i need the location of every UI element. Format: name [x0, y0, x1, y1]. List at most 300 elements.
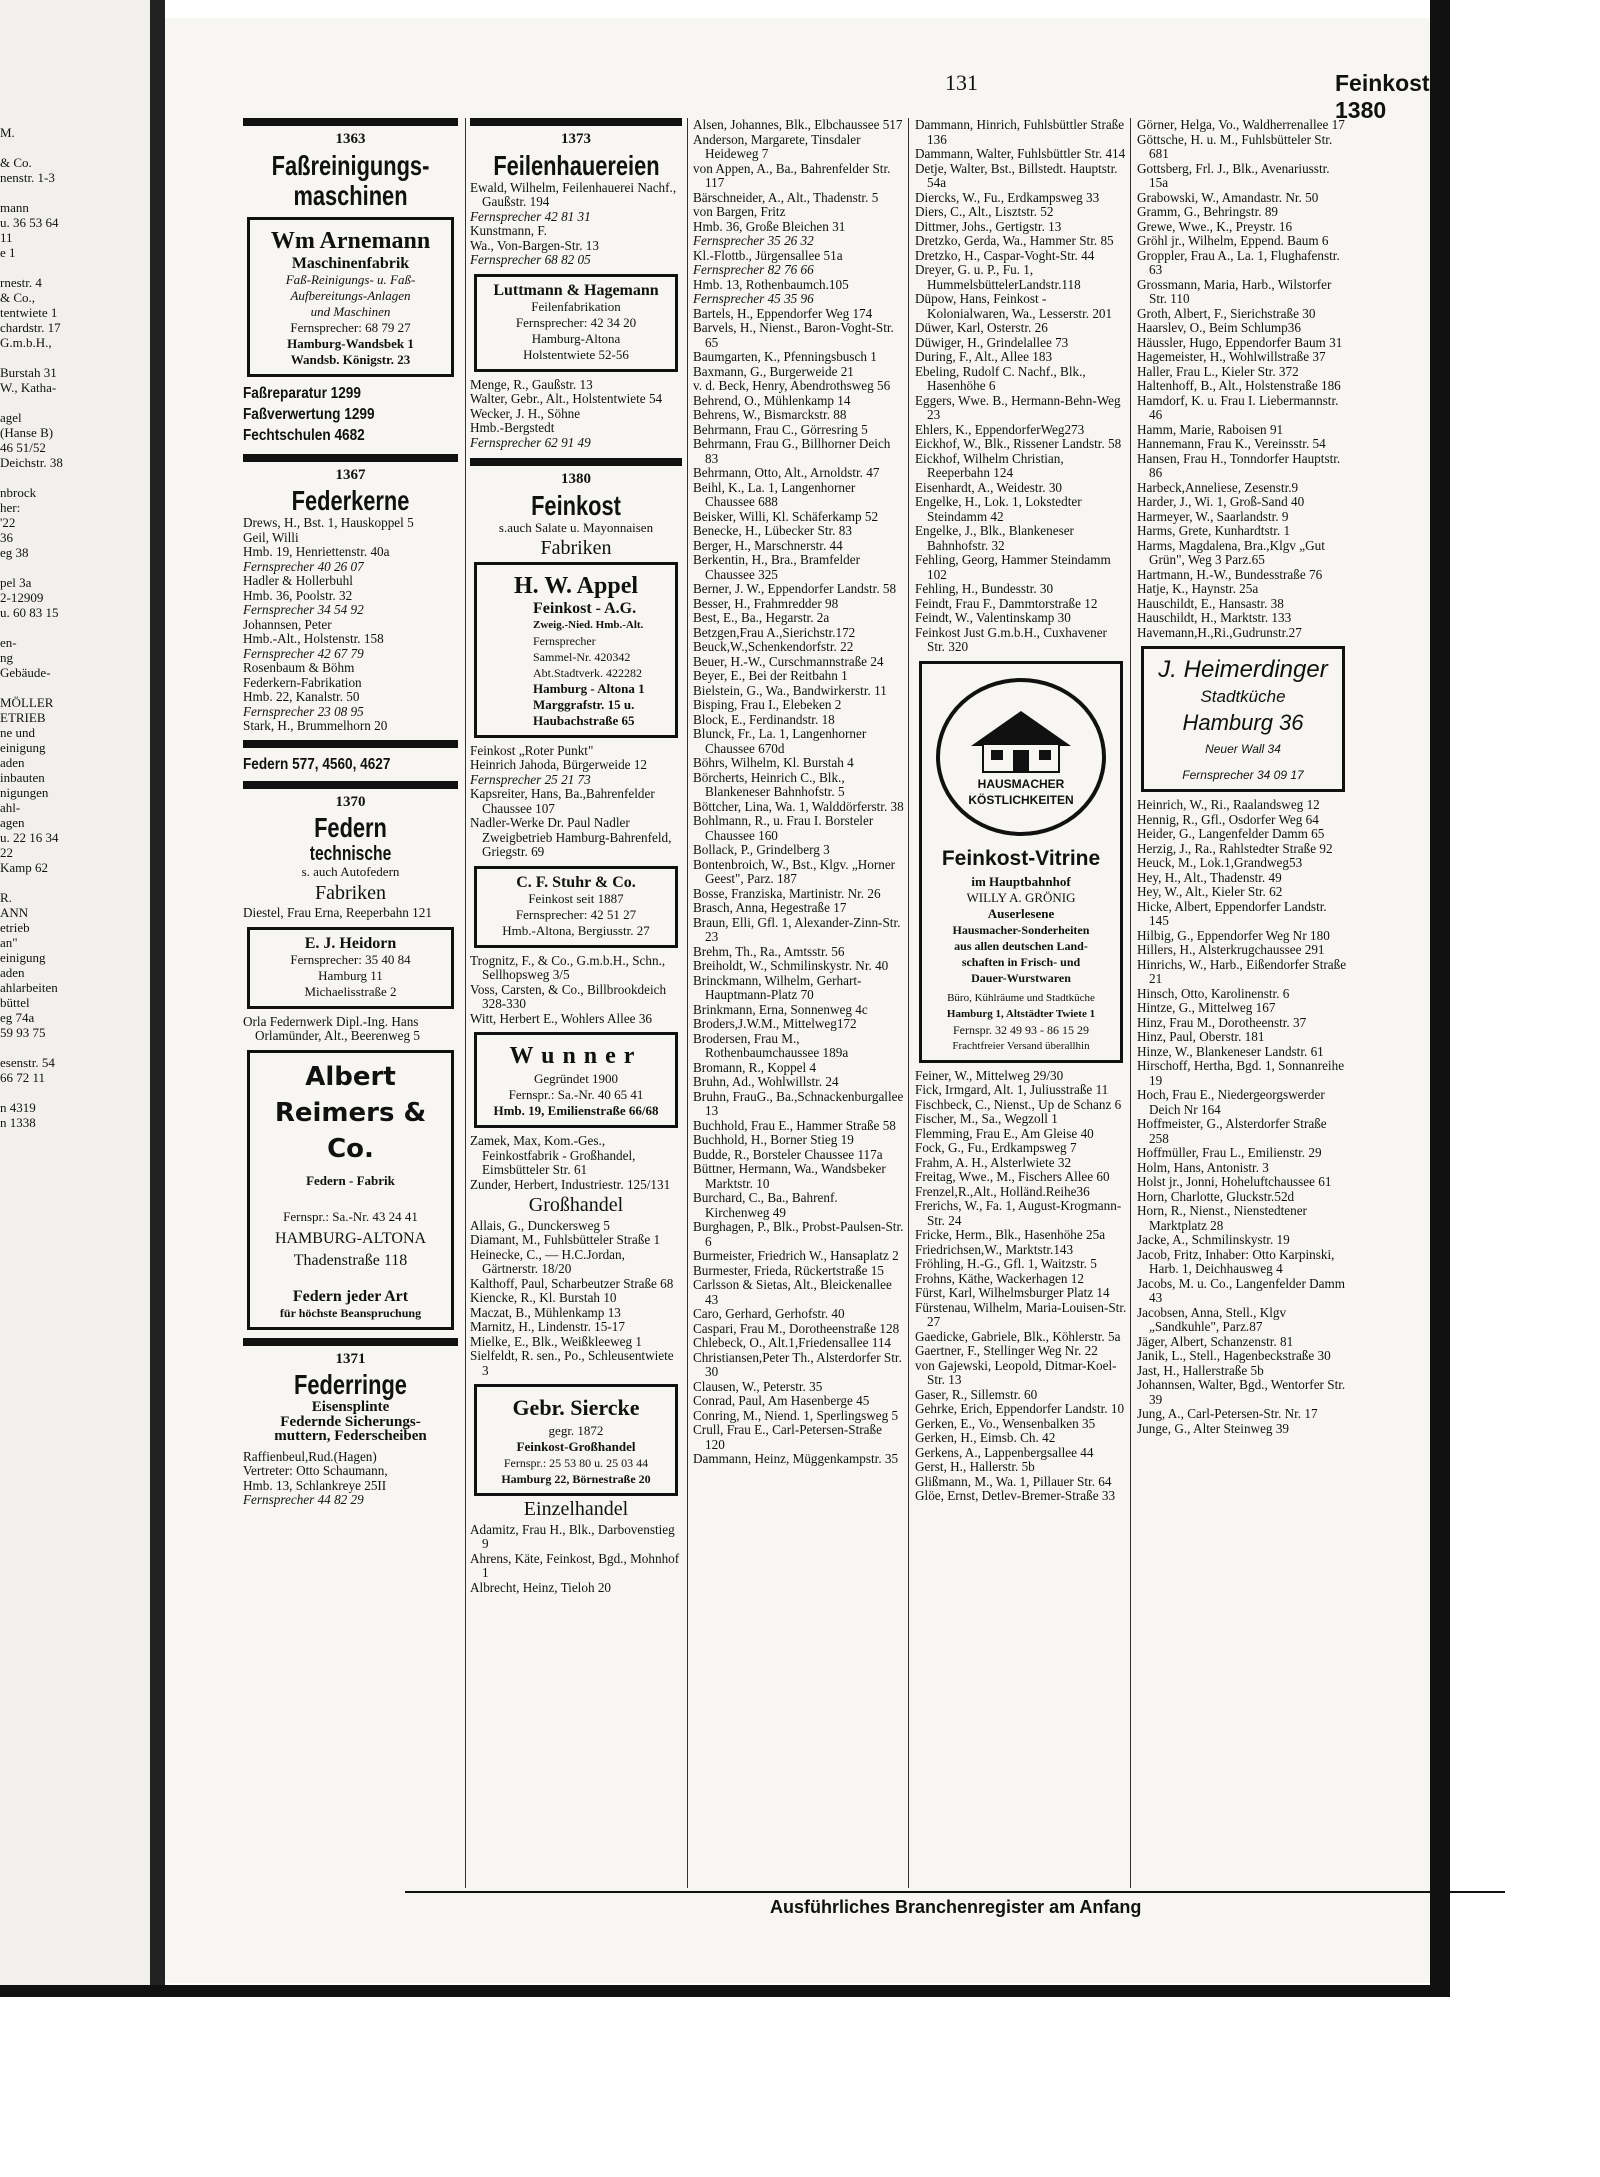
- listing-entry: Jacke, A., Schmilinskystr. 19: [1137, 1232, 1290, 1247]
- scan-edge-bottom: [0, 1985, 1450, 1997]
- listing-entry: Bollack, P., Grindelberg 3: [693, 842, 830, 857]
- ad-company-name: J. Heimerdinger: [1158, 656, 1328, 683]
- listing-entry: Bärschneider, A., Alt., Thadenstr. 5: [693, 189, 879, 205]
- listing-entry: Carlsson & Sietas, Alt., Bleickenallee 43: [693, 1277, 892, 1307]
- listing-entry: Düpow, Hans, Feinkost - Kolonialwaren, Wa., Lesserstr. 201: [915, 291, 1113, 321]
- spine-line: Burstah 31: [0, 365, 57, 380]
- listing-entry: Behrmann, Otto, Alt., Arnoldstr. 47: [693, 465, 880, 480]
- listing-entry: Heinecke, C., — H.C.Jordan, Gärtnerstr. 18/20: [470, 1246, 625, 1276]
- listing-entry: Kunstmann, F.: [470, 223, 547, 238]
- listing-entry: Hoffmeister, G., Alsterdorfer Straße 258: [1137, 1116, 1327, 1146]
- listing-entry: Dammann, Walter, Fuhlsbüttler Str. 414: [915, 146, 1126, 161]
- listing-entry: Beuck,W.,Schenkendorfstr. 22: [693, 639, 854, 654]
- spine-line: inbauten: [0, 770, 45, 785]
- spine-line: 46 51/52: [0, 440, 46, 455]
- listing-entry: Brinckmann, Wilhelm, Gerhart-Hauptmann-Platz 70: [693, 972, 862, 1002]
- listing-entry: During, F., Alt., Allee 183: [915, 349, 1053, 364]
- listing-entry: Eickhof, W., Blk., Rissener Landstr. 58: [915, 436, 1122, 451]
- listing-entry: Feinkost „Roter Punkt": [470, 742, 594, 758]
- column-divider: [1130, 118, 1131, 1888]
- listing-entry: Herzig, J., Ra., Rahlstedter Straße 92: [1137, 840, 1333, 856]
- listing-entry: Fick, Irmgard, Alt. 1, Juliusstraße 11: [915, 1082, 1109, 1097]
- scan-edge-right: [1430, 0, 1450, 1990]
- listing-entry: Friedrichsen,W., Marktstr.143: [915, 1241, 1074, 1257]
- listing-entry: Fernsprecher 45 35 96: [693, 291, 814, 306]
- listing-entry: Frerichs, W., Fa. 1, August-Krogmann-Str. 24: [915, 1198, 1122, 1228]
- listing-entry: Janik, L., Stell., Hagenbeckstraße 30: [1137, 1348, 1331, 1363]
- listing-group: [243, 906, 458, 921]
- spine-line: 11: [0, 230, 13, 245]
- listing-entry: Broders,J.W.M., Mittelweg172: [693, 1016, 857, 1031]
- listing-entry: Diestel, Frau Erna, Reeperbahn 121: [243, 905, 432, 920]
- listing-group: [243, 1450, 458, 1508]
- advertisement-vitrine: HAUSMACHER KÖSTLICHKEITEN Feinkost-Vitrine im Hauptbahnhof WILLY A. GRÖNIG Auserlesene Hausmacher-Sonderheiten aus allen deutschen Land- schaften in Frisch- und Dauer-Wurstwaren Büro, Kühlräume und Stadtküche Hamburg 1, Altstädter Twiete 1 Fernspr. 32 49 93 - 86 15 29 Frachtfreier Versand überallhin: [919, 661, 1123, 1063]
- listing-entry: Crull, Frau E., Carl-Petersen-Straße 120: [693, 1422, 882, 1452]
- listing-entry: Heinrich, W., Ri., Raalandsweg 12: [1137, 797, 1320, 812]
- listing-entry: Dammann, Hinrich, Fuhlsbüttler Straße 136: [915, 117, 1125, 147]
- listing-entry: Hicke, Albert, Eppendorfer Landstr. 145: [1137, 898, 1327, 928]
- listing-entry: Burmester, Frieda, Rückertstraße 15: [693, 1262, 884, 1278]
- listing-group: [1137, 118, 1349, 640]
- listing-entry: v. d. Beck, Henry, Abendrothsweg 56: [693, 378, 891, 393]
- spine-line: [0, 875, 150, 890]
- listing-entry: Haarslev, O., Beim Schlump36: [1137, 320, 1301, 335]
- listing-entry: Fernsprecher 23 08 95: [243, 703, 364, 719]
- listing-entry: Gaertner, F., Stellinger Weg Nr. 22: [915, 1343, 1098, 1358]
- listing-entry: Brodersen, Frau M., Rothenbaumchaussee 189a: [693, 1030, 849, 1060]
- advertisement-heidorn: E. J. Heidorn Fernsprecher: 35 40 84 Hamburg 11 Michaelisstraße 2: [247, 927, 454, 1009]
- listing-entry: Haller, Frau L., Kieler Str. 372: [1137, 363, 1299, 379]
- category-heading: Federringe: [294, 1369, 407, 1400]
- listing-entry: Gerkens, A., Lappenbergsallee 44: [915, 1444, 1094, 1460]
- footer-note: Ausführliches Branchenregister am Anfang: [770, 1897, 1142, 1917]
- listing-entry: Block, E., Ferdinandstr. 18: [693, 711, 835, 727]
- listing-entry: Groth, Albert, F., Sierichstraße 30: [1137, 305, 1316, 321]
- listing-entry: Voss, Carsten, & Co., Billbrookdeich 328-330: [470, 981, 667, 1011]
- listing-entry: Behrmann, Frau C., Görresring 5: [693, 421, 868, 437]
- listing-entry: Eggers, Wwe. B., Hermann-Behn-Weg 23: [915, 392, 1121, 422]
- spine-line: Gebäude-: [0, 665, 51, 680]
- listing-entry: Fernsprecher 25 21 73: [470, 771, 591, 787]
- hausmacher-logo: HAUSMACHER KÖSTLICHKEITEN: [936, 678, 1106, 836]
- listing-entry: Düwiger, H., Grindelallee 73: [915, 334, 1069, 350]
- category-heading: Faßreinigungs-maschinen: [271, 149, 430, 211]
- advertisement-appel: H. W. Appel Feinkost - A.G. Zweig.-Nied. Hmb.-Alt. Fernsprecher Sammel-Nr. 420342 Abt.Stadtverk. 422282 Hamburg - Altona 1 Marggrafstr. 15 u. Haubachstraße 65: [474, 562, 678, 738]
- listing-entry: Fechtschulen 4682: [243, 426, 365, 444]
- listing-entry: Heuck, M., Lok.1,Grandweg53: [1137, 855, 1303, 870]
- listing-entry: Bohlmann, R., u. Frau I. Borsteler Chaussee 160: [693, 813, 874, 843]
- listing-entry: Göttsche, H. u. M., Fuhlsbütteler Str. 681: [1137, 131, 1333, 161]
- listing-entry: Hmb. 13, Rothenbaumch.105: [693, 276, 849, 292]
- listing-entry: von Bargen, Fritz: [693, 204, 786, 219]
- spine-line: büttel: [0, 995, 30, 1010]
- spine-line: u. 60 83 15: [0, 605, 59, 620]
- listing-entry: Rosenbaum & Böhm: [243, 660, 355, 675]
- listing-entry: Horn, R., Nienst., Nienstedtener Marktplatz 28: [1137, 1203, 1307, 1233]
- listing-entry: Grossmann, Maria, Harb., Wilstorfer Str. 110: [1137, 276, 1332, 306]
- listing-entry: Menge, R., Gaußstr. 13: [470, 376, 593, 392]
- listing-entry: Orla Federnwerk Dipl.-Ing. Hans Orlamünder, Alt., Beerenweg 5: [243, 1013, 420, 1043]
- listing-entry: Berkentin, H., Bra., Bramfelder Chaussee 325: [693, 552, 860, 582]
- listing-entry: Ebeling, Rudolf C. Nachf., Blk., Hasenhöhe 6: [915, 363, 1086, 393]
- section-number: 1373: [561, 131, 591, 147]
- listing-group: [915, 1069, 1127, 1504]
- category-heading: Federkerne: [291, 485, 410, 516]
- listing-entry: Stark, H., Brummelhorn 20: [243, 718, 388, 733]
- listing-entry: Wa., Von-Bargen-Str. 13: [470, 237, 599, 253]
- category-heading: Federn: [314, 812, 387, 843]
- spine-line: n 1338: [0, 1115, 36, 1130]
- listing-entry: Fernsprecher 68 82 05: [470, 252, 591, 267]
- spine-line: etrieb: [0, 920, 30, 935]
- listing-entry: Nadler-Werke Dr. Paul Nadler Zweigbetrieb Hamburg-Bahrenfeld, Griegstr. 69: [470, 815, 672, 859]
- listing-entry: Büttner, Hermann, Wa., Wandsbeker Marktstr. 10: [693, 1161, 886, 1191]
- listing-entry: Kiencke, R., Kl. Burstah 10: [470, 1290, 617, 1305]
- spine-line: nenstr. 1-3: [0, 170, 55, 185]
- spine-line: eg 38: [0, 545, 29, 560]
- listing-entry: Behrens, W., Bismarckstr. 88: [693, 407, 847, 422]
- listing-entry: Hartmann, H.-W., Bundesstraße 76: [1137, 566, 1323, 582]
- listing-entry: Hansen, Frau H., Tonndorfer Hauptstr. 86: [1137, 450, 1341, 480]
- spine-line: 36: [0, 530, 13, 545]
- listing-entry: Walter, Gebr., Alt., Holstentwiete 54: [470, 391, 663, 406]
- listing-entry: Gerst, H., Hallerstr. 5b: [915, 1459, 1035, 1474]
- spine-line: ne und: [0, 725, 36, 740]
- listing-entry: Fernsprecher 40 26 07: [243, 558, 364, 574]
- spine-line: ahl-: [0, 800, 21, 815]
- spine-line: 66 72 11: [0, 1070, 46, 1085]
- spine-line: [0, 395, 150, 410]
- spine-line: agel: [0, 410, 22, 425]
- listing-entry: Gramm, G., Behringstr. 89: [1137, 204, 1279, 219]
- listing-entry: Conrad, Paul, Am Hasenberge 45: [693, 1393, 870, 1408]
- listing-entry: Brehm, Th., Ra., Amtsstr. 56: [693, 943, 845, 959]
- listing-entry: Engelke, H., Lok. 1, Lokstedter Steindamm 42: [915, 494, 1082, 524]
- listing-entry: Bisping, Frau I., Elebeken 2: [693, 697, 842, 712]
- listing-entry: Drews, H., Bst. 1, Hauskoppel 5: [243, 515, 414, 530]
- section-rule: [243, 454, 458, 462]
- listing-entry: Jacob, Fritz, Inhaber: Otto Karpinski, Harb. 1, Deichhausweg 4: [1137, 1246, 1335, 1276]
- spine-line: her:: [0, 500, 21, 515]
- listing-entry: Fernsprecher 34 54 92: [243, 602, 364, 617]
- listing-entry: Dretzko, Gerda, Wa., Hammer Str. 85: [915, 233, 1114, 248]
- spine-line: '22: [0, 515, 16, 530]
- ad-company-name: C. F. Stuhr & Co.: [516, 873, 636, 891]
- section-number: 1380: [561, 471, 591, 487]
- listing-entry: Fernsprecher 35 26 32: [693, 233, 814, 248]
- category-subheading: technische: [309, 843, 392, 865]
- spine-line: aden: [0, 755, 25, 770]
- spine-line: rnestr. 4: [0, 275, 42, 290]
- listing-entry: Harms, Grete, Kunhardtstr. 1: [1137, 523, 1291, 538]
- listing-entry: Bruhn, Ad., Wohlwillstr. 24: [693, 1074, 839, 1089]
- spine-line: e 1: [0, 245, 16, 260]
- column-2: [470, 118, 682, 1595]
- listing-entry: Fürst, Karl, Wilhelmsburger Platz 14: [915, 1285, 1110, 1300]
- listing-entry: Hirschoff, Hertha, Bgd. 1, Sonnanreihe 19: [1137, 1058, 1345, 1088]
- listing-entry: Faßverwertung 1299: [243, 405, 375, 423]
- ad-company-name: Luttmann & Hagemann: [493, 281, 659, 299]
- listing-entry: Häussler, Hugo, Eppendorfer Baum 31: [1137, 334, 1343, 350]
- listing-entry: Adamitz, Frau H., Blk., Darbovenstieg 9: [470, 1521, 675, 1551]
- spine-line: u. 22 16 34: [0, 830, 59, 845]
- spine-line: [0, 470, 150, 485]
- spine-line: R.: [0, 890, 12, 905]
- column-5: [1137, 118, 1349, 1436]
- ad-company-name: E. J. Heidorn: [304, 934, 397, 952]
- spine-line: agen: [0, 815, 25, 830]
- column-4: [915, 118, 1127, 1504]
- listing-entry: Hadler & Hollerbuhl: [243, 573, 353, 588]
- listing-entry: Burchard, C., Ba., Bahrenf. Kirchenweg 49: [693, 1190, 838, 1220]
- ad-company-name: Albert Reimers & Co.: [274, 1061, 427, 1164]
- listing-entry: Besser, H., Frahmredder 98: [693, 595, 839, 611]
- spine-line: [0, 350, 150, 365]
- listing-entry: Hmb.-Alt., Holstenstr. 158: [243, 631, 384, 646]
- listing-entry: Engelke, J., Blk., Blankeneser Bahnhofstr. 32: [915, 523, 1074, 553]
- listing-entry: Raffienbeul,Rud.(Hagen): [243, 1448, 377, 1464]
- spine-line: [0, 260, 150, 275]
- listing-entry: Hintze, G., Mittelweg 167: [1137, 1000, 1276, 1015]
- spine-line: aden: [0, 965, 25, 980]
- listing-entry: Blunck, Fr., La. 1, Langenhorner Chaussee 670d: [693, 726, 867, 756]
- listing-entry: Kalthoff, Paul, Scharbeutzer Straße 68: [470, 1275, 674, 1291]
- previous-page-spine: [0, 0, 165, 1990]
- listing-entry: Heinrich Jahoda, Bürgerweide 12: [470, 757, 648, 772]
- listing-entry: Beuer, H.-W., Curschmannstraße 24: [693, 653, 884, 669]
- subsection-heading: Fabriken: [314, 881, 387, 904]
- listing-entry: Albrecht, Heinz, Tieloh 20: [470, 1579, 612, 1595]
- advertisement-siercke: Gebr. Siercke gegr. 1872 Feinkost-Großhandel Fernspr.: 25 53 80 u. 25 03 44 Hamburg 22, Börnestraße 20: [474, 1384, 678, 1496]
- ad-company-name: Gebr. Siercke: [512, 1395, 640, 1420]
- column-divider: [908, 118, 909, 1888]
- listing-entry: Baxmann, G., Burgerweide 21: [693, 363, 854, 379]
- listing-entry: Diamant, M., Fuhlsbütteler Straße 1: [470, 1232, 661, 1247]
- listing-entry: Hannemann, Frau K., Vereinsstr. 54: [1137, 436, 1326, 451]
- spine-text: [0, 125, 150, 1130]
- listing-entry: Frahm, A. H., Alsterlwiete 32: [915, 1154, 1072, 1170]
- listing-entry: Hmb. 13, Schlankreye 25II: [243, 1477, 387, 1493]
- listing-entry: Hmb. 36, Poolstr. 32: [243, 587, 353, 603]
- listing-entry: Dammann, Heinz, Müggenkampstr. 35: [693, 1451, 899, 1466]
- listing-entry: Glöe, Ernst, Detlev-Bremer-Straße 33: [915, 1488, 1116, 1503]
- listing-entry: Hennig, R., Gfl., Osdorfer Weg 64: [1137, 811, 1319, 827]
- listing-entry: Fernsprecher 42 67 79: [243, 645, 364, 661]
- spine-line: nigungen: [0, 785, 49, 800]
- listing-entry: Hamdorf, K. u. Frau I. Liebermannstr. 46: [1137, 392, 1339, 422]
- listing-entry: Harbeck,Anneliese, Zesenstr.9: [1137, 479, 1299, 495]
- listing-entry: Chlebeck, O., Alt.1,Friedensallee 114: [693, 1335, 892, 1350]
- listing-entry: Böhrs, Wilhelm, Kl. Burstah 4: [693, 755, 854, 770]
- listing-entry: Glißmann, M., Wa. 1, Pillauer Str. 64: [915, 1473, 1112, 1489]
- listing-entry: Johannsen, Peter: [243, 616, 332, 632]
- listing-entry: Diers, C., Alt., Lisztstr. 52: [915, 204, 1054, 219]
- subsection-heading: Großhandel: [528, 1194, 624, 1216]
- listing-entry: Hinz, Frau M., Dorotheenstr. 37: [1137, 1014, 1307, 1030]
- spine-line: ETRIEB: [0, 710, 46, 725]
- spine-line: ahlarbeiten: [0, 980, 58, 995]
- listing-entry: Dittmer, Johs., Gertigstr. 13: [915, 218, 1062, 234]
- listing-entry: Freitag, Wwe., M., Fischers Allee 60: [915, 1169, 1110, 1184]
- listing-entry: Havemann,H.,Ri.,Gudrunstr.27: [1137, 624, 1302, 640]
- spine-line: n 4319: [0, 1100, 36, 1115]
- listing-entry: Buchhold, H., Borner Stieg 19: [693, 1132, 854, 1147]
- section-rule: [243, 1338, 458, 1346]
- listing-entry: Trognitz, F., & Co., G.m.b.H., Schn., Sellhopsweg 3/5: [470, 952, 666, 982]
- listing-entry: Hinsch, Otto, Karolinenstr. 6: [1137, 985, 1290, 1001]
- listing-entry: Zunder, Herbert, Industriestr. 125/131: [470, 1176, 671, 1192]
- listing-entry: Hmb. 19, Henriettenstr. 40a: [243, 544, 390, 559]
- listing-entry: Hey, W., Alt., Kieler Str. 62: [1137, 884, 1283, 899]
- listing-entry: Harmeyer, W., Saarlandstr. 9: [1137, 508, 1289, 524]
- listing-entry: Hinze, W., Blankeneser Landstr. 61: [1137, 1043, 1324, 1059]
- listing-entry: Hoch, Frau E., Niedergeorgswerder Deich Nr 164: [1137, 1087, 1325, 1117]
- listing-entry: Hamm, Marie, Raboisen 91: [1137, 421, 1284, 437]
- listing-entry: Ewald, Wilhelm, Feilenhauerei Nachf., Gaußstr. 194: [470, 179, 677, 209]
- listing-entry: Hillers, H., Alsterkrugchaussee 291: [1137, 942, 1325, 957]
- listing-entry: Braun, Elli, Gfl. 1, Alexander-Zinn-Str. 23: [693, 914, 901, 944]
- spine-line: en-: [0, 635, 17, 650]
- spine-line: 59 93 75: [0, 1025, 46, 1040]
- spine-line: 2-12909: [0, 590, 44, 605]
- listing-entry: Burmeister, Friedrich W., Hansaplatz 2: [693, 1248, 899, 1263]
- listing-group: [243, 1015, 458, 1044]
- listing-entry: Jast, H., Hallerstraße 5b: [1137, 1362, 1264, 1378]
- listing-entry: Fernsprecher 82 76 66: [693, 262, 814, 277]
- spine-line: [0, 560, 150, 575]
- ad-company-name: Feinkost-Vitrine: [941, 846, 1101, 870]
- listing-entry: Vertreter: Otto Schaumann,: [243, 1463, 388, 1478]
- listing-entry: Holm, Hans, Antonistr. 3: [1137, 1159, 1269, 1175]
- section-rule: [243, 740, 458, 748]
- advertisement-arnemann: Wm Arnemann Maschinenfabrik Faß-Reinigungs- u. Faß- Aufbereitungs-Anlagen und Maschinen Fernsprecher: 68 79 27 Hamburg-Wandsbek 1 Wandsb. Königstr. 23: [247, 217, 454, 377]
- advertisement-stuhr: C. F. Stuhr & Co. Feinkost seit 1887 Fernsprecher: 42 51 27 Hmb.-Altona, Bergiusstr. 27: [474, 866, 678, 948]
- listing-entry: Hmb. 22, Kanalstr. 50: [243, 689, 360, 704]
- spine-line: [0, 1040, 150, 1055]
- listing-group: [1137, 798, 1349, 1436]
- listing-entry: Jäger, Albert, Schanzenstr. 81: [1137, 1333, 1294, 1349]
- listing-entry: Feindt, W., Valentinskamp 30: [915, 610, 1071, 625]
- listing-entry: Marnitz, H., Lindenstr. 15-17: [470, 1319, 625, 1334]
- listing-entry: Eisenhardt, A., Weidestr. 30: [915, 479, 1063, 495]
- see-also-note: s.auch Salate u. Mayonnaisen: [498, 519, 654, 535]
- subsection-heading: Fabriken: [540, 537, 612, 559]
- listing-entry: Fehling, Georg, Hammer Steindamm 102: [915, 552, 1111, 582]
- listing-entry: Grabowski, W., Amandastr. Nr. 50: [1137, 189, 1319, 205]
- listing-entry: Johannsen, Walter, Bgd., Wentorfer Str. 39: [1137, 1377, 1346, 1407]
- listing-entry: Dreyer, G. u. P., Fu. 1, HummelsbüttelerLandstr.118: [915, 262, 1081, 292]
- category-heading: Feilenhauereien: [493, 149, 660, 181]
- listing-entry: Frenzel,R.,Alt., Holländ.Reihe36: [915, 1183, 1090, 1199]
- listing-entry: Bruhn, FrauG., Ba.,Schnackenburgallee 13: [693, 1088, 904, 1118]
- spine-line: [0, 140, 150, 155]
- listing-entry: Haltenhoff, B., Alt., Holstenstraße 186: [1137, 378, 1341, 393]
- listing-entry: Buchhold, Frau E., Hammer Straße 58: [693, 1117, 896, 1133]
- spine-line: Kamp 62: [0, 860, 49, 875]
- listing-entry: Fischer, M., Sa., Wegzoll 1: [915, 1111, 1058, 1126]
- listing-entry: Fürstenau, Wilhelm, Maria-Louisen-Str. 27: [915, 1299, 1127, 1329]
- listing-entry: Hatje, K., Haynstr. 25a: [1137, 581, 1259, 596]
- listing-entry: Feindt, Frau F., Dammtorstraße 12: [915, 595, 1098, 611]
- spine-line: & Co.,: [0, 290, 36, 305]
- listing-entry: Harder, J., Wi. 1, Groß-Sand 40: [1137, 494, 1305, 509]
- spine-line: nbrock: [0, 485, 37, 500]
- spine-line: [0, 620, 150, 635]
- listing-entry: Dretzko, H., Caspar-Voght-Str. 44: [915, 247, 1095, 263]
- section-rule: [470, 118, 682, 126]
- cross-reference-list: [243, 383, 458, 446]
- listing-entry: Fock, G., Fu., Erdkampsweg 7: [915, 1140, 1077, 1155]
- listing-entry: Beihl, K., La. 1, Langenhorner Chaussee 688: [693, 479, 856, 509]
- listing-entry: Berger, H., Marschnerstr. 44: [693, 537, 843, 553]
- listing-entry: Hauschildt, H., Marktstr. 133: [1137, 610, 1292, 625]
- listing-entry: Detje, Walter, Bst., Billstedt. Hauptstr. 54a: [915, 160, 1118, 190]
- listing-entry: Junge, G., Alter Steinweg 39: [1137, 1420, 1290, 1436]
- advertisement-luttmann: Luttmann & Hagemann Feilenfabrikation Fernsprecher: 42 34 20 Hamburg-Altona Holstentwiete 52-56: [474, 274, 678, 372]
- spine-line: ANN: [0, 905, 29, 920]
- listing-entry: Fricke, Herm., Blk., Hasenhöhe 25a: [915, 1227, 1106, 1242]
- listing-entry: Clausen, W., Peterstr. 35: [693, 1378, 823, 1394]
- listing-group: [470, 1523, 682, 1596]
- listing-group: [243, 516, 458, 734]
- subsection-heading: Einzelhandel: [523, 1498, 629, 1520]
- spine-line: u. 36 53 64: [0, 215, 59, 230]
- page-number: 131: [945, 70, 978, 95]
- listing-entry: Zamek, Max, Kom.-Ges., Feinkostfabrik - Großhandel, Eimsbütteler Str. 61: [470, 1133, 636, 1177]
- spine-line: einigung: [0, 740, 46, 755]
- ad-company-name: Wm Arnemann: [270, 227, 431, 254]
- spine-line: an": [0, 935, 18, 950]
- spine-line: [0, 680, 150, 695]
- section-number: 1367: [335, 466, 366, 483]
- listing-entry: Beisker, Willi, Kl. Schäferkamp 52: [693, 508, 879, 524]
- listing-group: [470, 744, 682, 860]
- running-title: Feinkost 1380: [1335, 70, 1430, 123]
- listing-entry: Berner, J. W., Eppendorfer Landstr. 58: [693, 581, 897, 596]
- listing-entry: Allais, G., Dunckersweg 5: [470, 1217, 610, 1233]
- spine-line: eg 74a: [0, 1010, 35, 1025]
- listing-entry: Fernsprecher 42 81 31: [470, 208, 591, 224]
- listing-group: [693, 118, 905, 1467]
- listing-entry: Bontenbroich, W., Bst., Klgv. „Horner Geest", Parz. 187: [693, 856, 896, 886]
- listing-entry: Hey, H., Alt., Thadenstr. 49: [1137, 869, 1282, 885]
- listing-entry: Bartels, H., Eppendorfer Weg 174: [693, 305, 873, 321]
- listing-entry: Gaser, R., Sillemstr. 60: [915, 1386, 1038, 1402]
- listing-entry: Grewe, Wwe., K., Preystr. 16: [1137, 218, 1293, 234]
- category-heading: Feinkost: [531, 489, 621, 521]
- listing-entry: Feinkost Just G.m.b.H., Cuxhavener Str. 320: [915, 624, 1107, 654]
- section-number: 1370: [335, 793, 366, 810]
- column-3: [693, 118, 905, 1467]
- listing-entry: Gaedicke, Gabriele, Blk., Köhlerstr. 5a: [915, 1328, 1121, 1344]
- listing-entry: Hinz, Paul, Oberstr. 181: [1137, 1029, 1265, 1044]
- section-rule: [470, 458, 682, 466]
- listing-entry: von Appen, A., Ba., Bahrenfelder Str. 117: [693, 160, 891, 190]
- listing-entry: Feiner, W., Mittelweg 29/30: [915, 1067, 1064, 1083]
- farmhouse-icon: [961, 706, 1081, 776]
- column-divider: [465, 118, 466, 1888]
- binding-shadow: [150, 0, 165, 1990]
- directory-page: [165, 18, 1430, 1983]
- listing-entry: Gröhl jr., Wilhelm, Eppend. Baum 6: [1137, 233, 1329, 248]
- listing-entry: Federkern-Fabrikation: [243, 674, 362, 690]
- listing-entry: Wecker, J. H., Söhne: [470, 405, 581, 421]
- section-rule: [243, 781, 458, 789]
- listing-entry: Ahrens, Käte, Feinkost, Bgd., Mohnhof 1: [470, 1550, 680, 1580]
- listing-entry: Heider, G., Langenfelder Damm 65: [1137, 826, 1325, 841]
- listing-entry: Caspari, Frau M., Dorotheenstraße 128: [693, 1320, 900, 1336]
- listing-entry: Bromann, R., Koppel 4: [693, 1059, 817, 1075]
